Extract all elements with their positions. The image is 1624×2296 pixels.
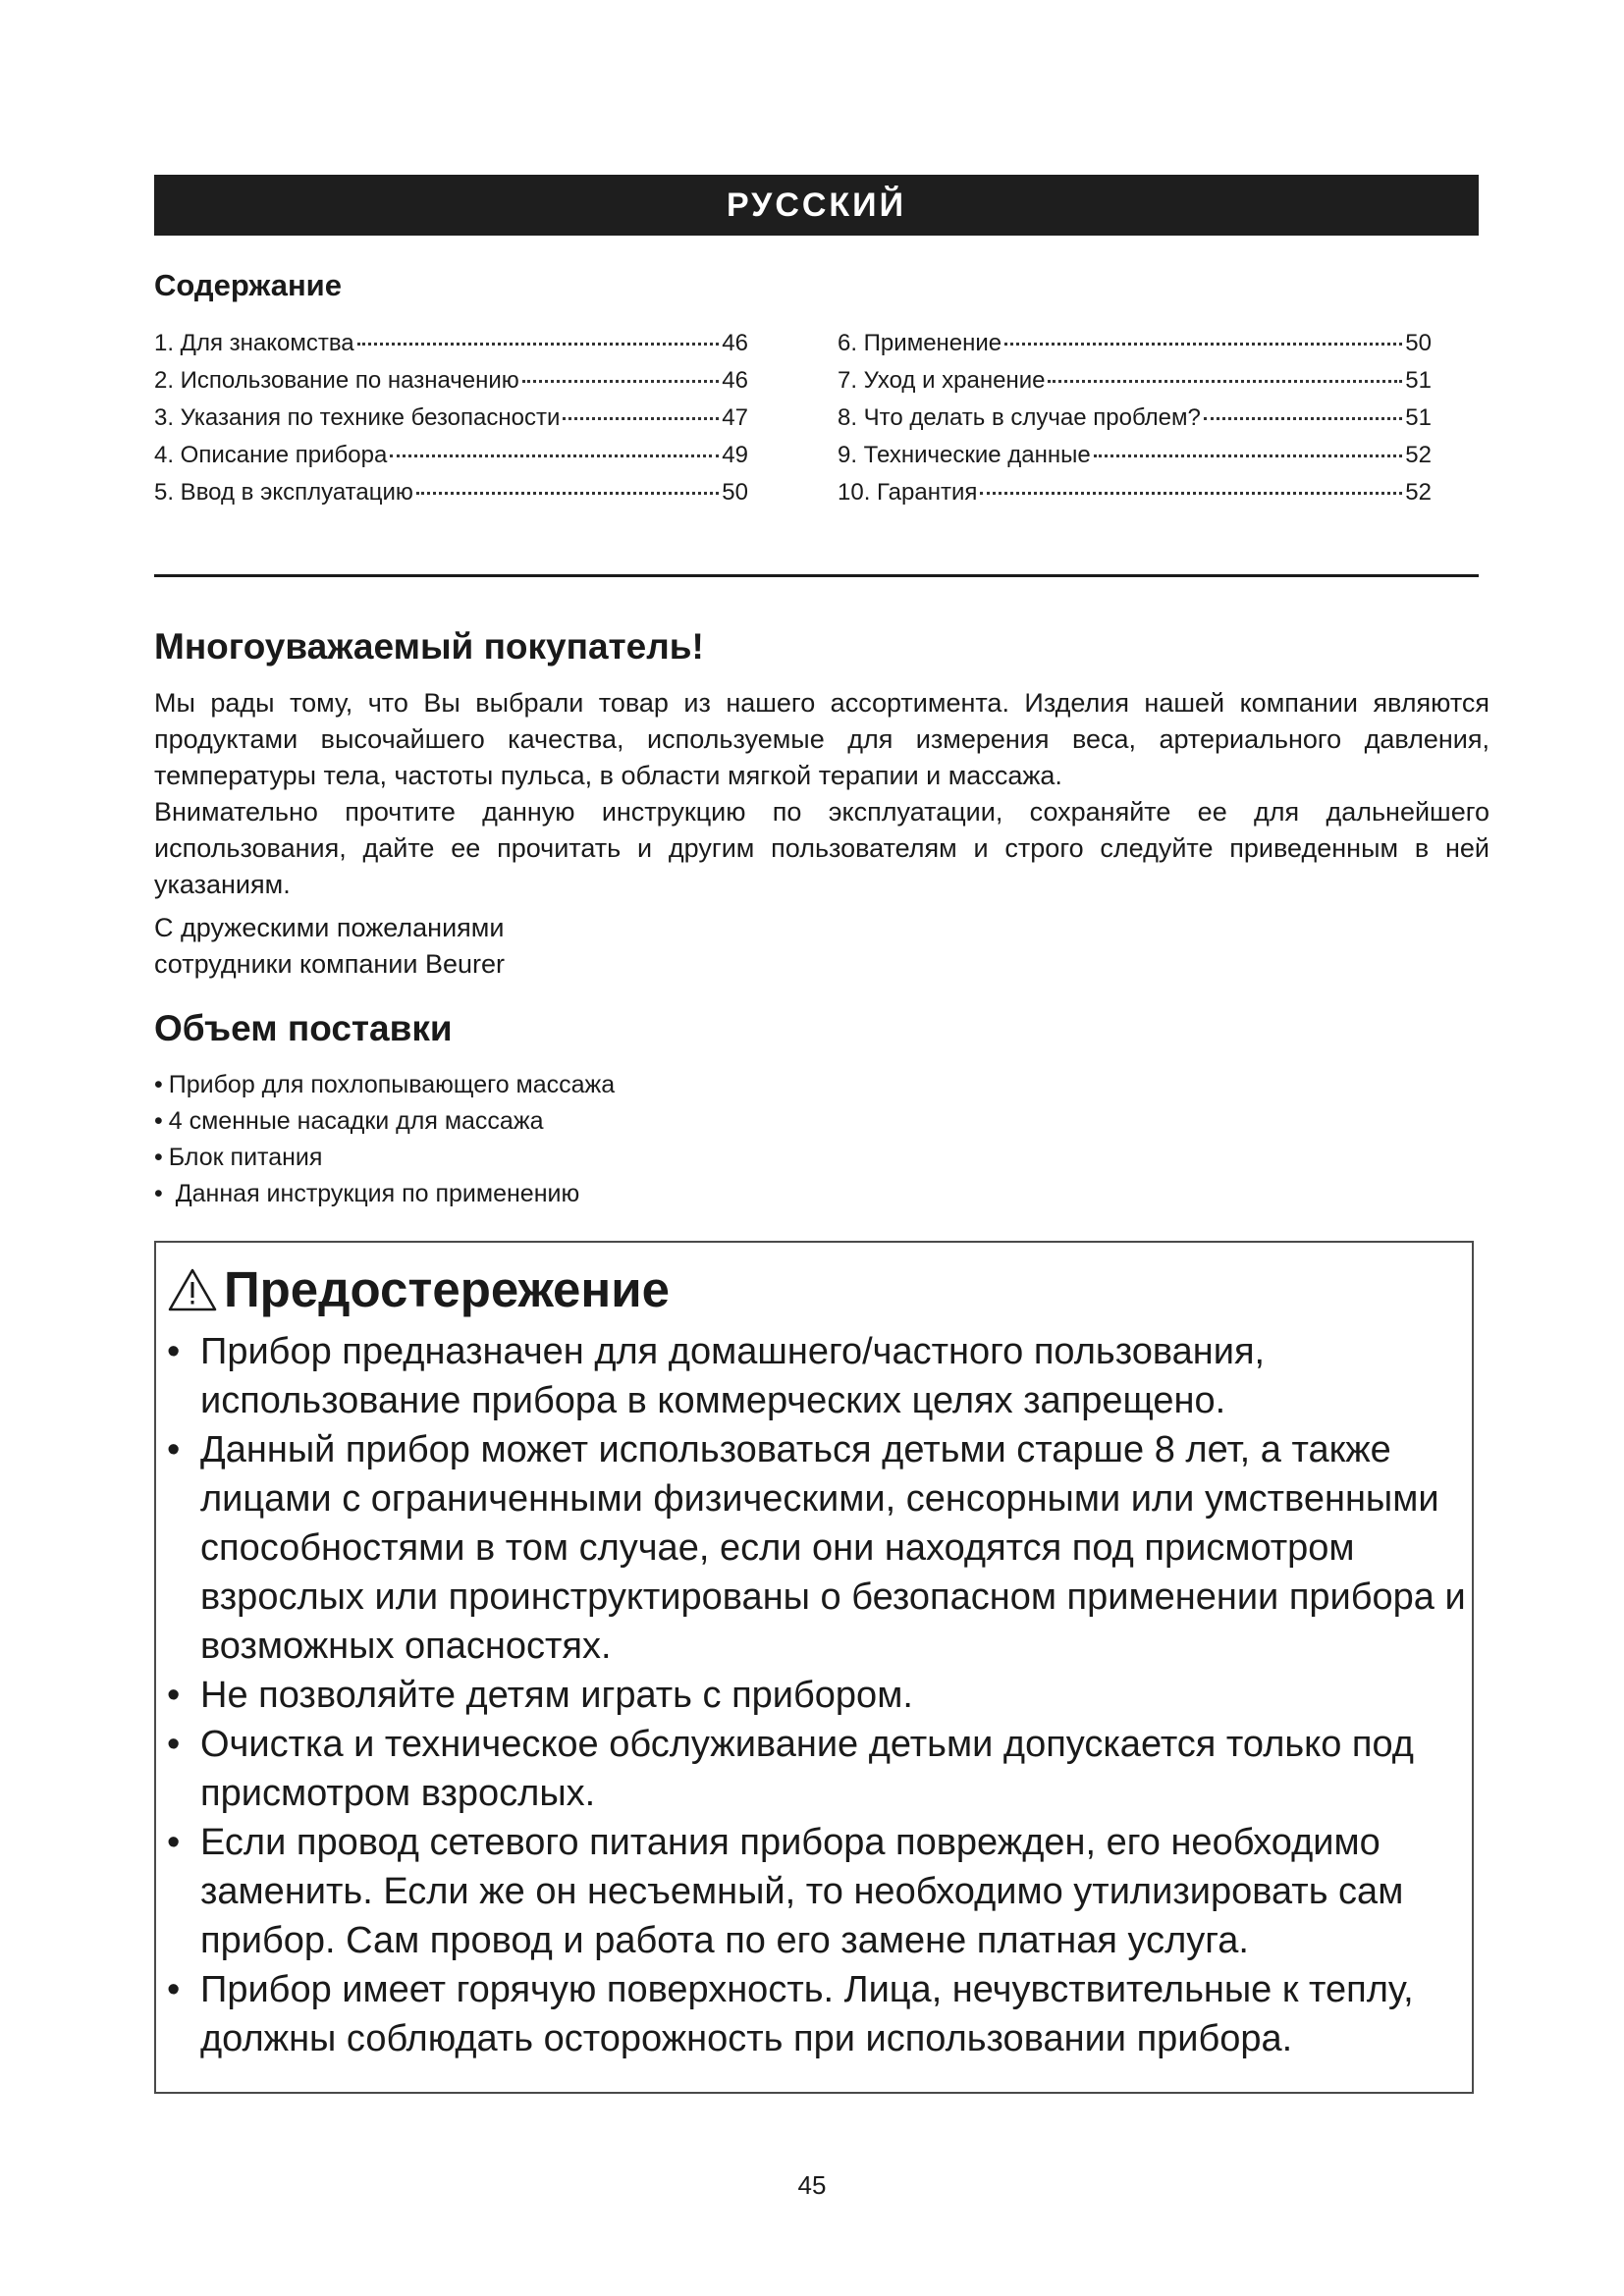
toc-entry-page: 46 bbox=[722, 330, 748, 356]
warning-item: • Очистка и техническое обслуживание детьми допускается только под присмотром взрослых. bbox=[167, 1720, 1478, 1818]
toc-entry-label: 5. Ввод в эксплуатацию bbox=[154, 479, 413, 506]
greeting-body bbox=[154, 685, 1489, 983]
toc-leader-dots bbox=[980, 491, 1402, 495]
toc-column-right bbox=[838, 330, 1432, 516]
toc-leader-dots bbox=[416, 491, 719, 495]
toc-leader-dots bbox=[1048, 379, 1402, 383]
toc-entry-page: 52 bbox=[1405, 442, 1432, 468]
toc-leader-dots bbox=[563, 416, 719, 420]
greeting-title: Многоуважаемый покупатель! bbox=[154, 626, 704, 667]
toc-entry-page: 52 bbox=[1405, 479, 1432, 506]
toc-title: Содержание bbox=[154, 268, 342, 302]
list-item: • Блок питания bbox=[154, 1140, 615, 1176]
warning-item: • Данный прибор может использоваться детьми старше 8 лет, а также лицами с ограниченными физическими, сенсорными или умственными способностями в том случае, если они находятся под присмотром взрослых или проинструктированы о безопасном применении прибора и возможных опасностях. bbox=[167, 1425, 1478, 1671]
toc-entry bbox=[838, 367, 1432, 404]
toc-leader-dots bbox=[390, 454, 719, 457]
toc-leader-dots bbox=[1204, 416, 1402, 420]
toc-entry-page: 50 bbox=[1405, 330, 1432, 356]
toc-entry-label: 10. Гарантия bbox=[838, 479, 978, 506]
greeting-paragraph: Внимательно прочтите данную инструкцию по эксплуатации, сохраняйте ее для дальнейшего использования, дайте ее прочитать и другим пользователям и строго следуйте приведенным в ней указаниям. bbox=[154, 797, 1489, 899]
warning-item: • Прибор предназначен для домашнего/частного пользования, использование прибора в коммерческих целях запрещено. bbox=[167, 1327, 1478, 1425]
delivery-scope-list bbox=[154, 1067, 615, 1212]
toc-leader-dots bbox=[1094, 454, 1403, 457]
greeting-signature-line: С дружескими пожеланиями bbox=[154, 913, 505, 942]
list-item: • Прибор для похлопывающего массажа bbox=[154, 1067, 615, 1103]
list-item: • Данная инструкция по применению bbox=[154, 1176, 615, 1212]
warning-item: • Если провод сетевого питания прибора поврежден, его необходимо заменить. Если же он несъемный, то необходимо утилизировать сам прибор. Сам провод и работа по его замене платная услуга. bbox=[167, 1818, 1478, 1965]
warning-triangle-icon bbox=[167, 1267, 218, 1312]
toc-entry bbox=[154, 404, 748, 442]
toc-leader-dots bbox=[522, 379, 720, 383]
toc-entry bbox=[838, 330, 1432, 367]
page-number: 45 bbox=[797, 2170, 827, 2200]
language-label: РУССКИЙ bbox=[726, 186, 907, 224]
toc-entry-label: 8. Что делать в случае проблем? bbox=[838, 404, 1201, 431]
toc-entry-label: 3. Указания по технике безопасности bbox=[154, 404, 561, 431]
greeting-paragraph: Мы рады тому, что Вы выбрали товар из нашего ассортимента. Изделия нашей компании являются продуктами высочайшего качества, используемые для измерения веса, артериального давления, температуры тела, частоты пульса, в области мягкой терапии и массажа. bbox=[154, 688, 1489, 790]
warning-title: Предостережение bbox=[224, 1261, 670, 1317]
toc-leader-dots bbox=[1004, 342, 1402, 346]
toc-entry-page: 46 bbox=[722, 367, 748, 394]
toc-entry-page: 49 bbox=[722, 442, 748, 468]
warning-list bbox=[167, 1327, 1478, 2063]
warning-header bbox=[167, 1260, 670, 1318]
greeting-signature-line: сотрудники компании Beurer bbox=[154, 949, 505, 979]
toc-entry bbox=[154, 442, 748, 479]
toc-entry-page: 47 bbox=[722, 404, 748, 431]
toc-entry-page: 51 bbox=[1405, 367, 1432, 394]
section-divider bbox=[154, 574, 1479, 577]
warning-item: • Прибор имеет горячую поверхность. Лица, нечувствительные к теплу, должны соблюдать осторожность при использовании прибора. bbox=[167, 1965, 1478, 2063]
list-item: • 4 сменные насадки для массажа bbox=[154, 1103, 615, 1140]
toc-entry-label: 6. Применение bbox=[838, 330, 1002, 356]
delivery-scope-title: Объем поставки bbox=[154, 1008, 453, 1048]
language-header-bar bbox=[154, 175, 1479, 236]
toc-leader-dots bbox=[357, 342, 720, 346]
toc-entry bbox=[154, 479, 748, 516]
toc-entry-label: 7. Уход и хранение bbox=[838, 367, 1046, 394]
toc-entry bbox=[154, 367, 748, 404]
toc-entry bbox=[154, 330, 748, 367]
toc-entry-label: 2. Использование по назначению bbox=[154, 367, 519, 394]
toc-entry bbox=[838, 404, 1432, 442]
toc-entry-page: 51 bbox=[1405, 404, 1432, 431]
toc-entry-label: 4. Описание прибора bbox=[154, 442, 388, 468]
toc-entry-label: 9. Технические данные bbox=[838, 442, 1091, 468]
toc-entry-page: 50 bbox=[722, 479, 748, 506]
toc-column-left bbox=[154, 330, 748, 516]
toc-entry bbox=[838, 442, 1432, 479]
warning-item: • Не позволяйте детям играть с прибором. bbox=[167, 1671, 1478, 1720]
toc-entry bbox=[838, 479, 1432, 516]
toc-entry-label: 1. Для знакомства bbox=[154, 330, 354, 356]
